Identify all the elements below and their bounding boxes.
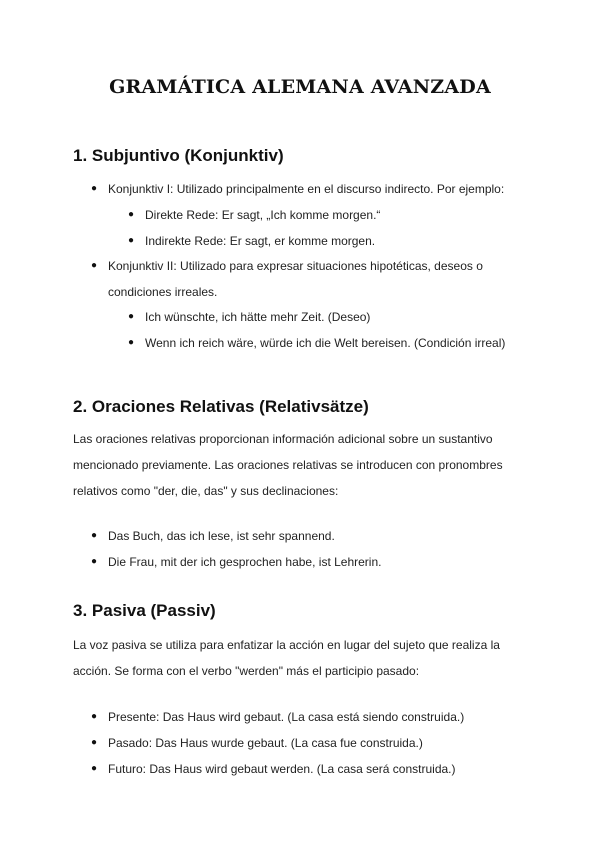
bullet-icon: ●: [91, 737, 98, 748]
list-item: [91, 253, 528, 305]
list-item-text: Wenn ich reich wäre, würde ich die Welt bereisen. (Condición irreal): [145, 336, 506, 350]
paragraph-line: relativos como "der, die, das" y sus declinaciones:: [73, 484, 339, 498]
list-item-text: Futuro: Das Haus wird gebaut werden. (La casa será construida.): [108, 762, 456, 776]
list-item: [128, 228, 545, 254]
list-item-text: Direkte Rede: Er sagt, „Ich komme morgen.“: [145, 208, 381, 222]
list-item: [91, 730, 528, 756]
list-item: [91, 704, 528, 730]
list-item-text: Indirekte Rede: Er sagt, er komme morgen.: [145, 234, 376, 248]
bullet-icon: ●: [128, 235, 135, 246]
pasiva-list: [91, 704, 528, 782]
list-item-text: Konjunktiv I: Utilizado principalmente en el discurso indirecto. Por ejemplo:: [108, 182, 505, 196]
bullet-icon: ●: [91, 556, 98, 567]
konjunktiv-i-sublist: [128, 202, 545, 254]
document-title: GRAMÁTICA ALEMANA AVANZADA: [109, 76, 491, 98]
list-item-text: Pasado: Das Haus wurde gebaut. (La casa fue construida.): [108, 736, 423, 750]
list-item-text: Ich wünschte, ich hätte mehr Zeit. (Deseo): [145, 310, 371, 324]
list-item: [128, 202, 545, 228]
subjuntivo-list: [91, 176, 528, 202]
relativas-paragraph: [73, 426, 523, 504]
list-item-text: Das Buch, das ich lese, ist sehr spannend.: [108, 529, 335, 543]
bullet-icon: ●: [91, 183, 98, 194]
list-item-text: Die Frau, mit der ich gesprochen habe, ist Lehrerin.: [108, 555, 382, 569]
bullet-icon: ●: [128, 209, 135, 220]
paragraph-line: Las oraciones relativas proporcionan información adicional sobre un sustantivo: [73, 432, 493, 446]
bullet-icon: ●: [128, 311, 135, 322]
list-item: [128, 330, 545, 356]
list-item: [91, 549, 528, 575]
section-heading-relativas: 2. Oraciones Relativas (Relativsätze): [73, 397, 369, 416]
paragraph-line: mencionado previamente. Las oraciones relativas se introducen con pronombres: [73, 458, 503, 472]
list-item-text-continued: condiciones irreales.: [108, 285, 218, 299]
bullet-icon: ●: [91, 711, 98, 722]
bullet-icon: ●: [91, 260, 98, 271]
list-item: [128, 304, 545, 330]
list-item-text: Presente: Das Haus wird gebaut. (La casa está siendo construida.): [108, 710, 465, 724]
section-heading-subjuntivo: 1. Subjuntivo (Konjunktiv): [73, 146, 284, 165]
list-item: [91, 523, 528, 549]
bullet-icon: ●: [91, 763, 98, 774]
konjunktiv-ii-sublist: [128, 304, 545, 356]
subjuntivo-list-2: [91, 253, 528, 305]
section-heading-pasiva: 3. Pasiva (Passiv): [73, 601, 216, 620]
list-item: [91, 756, 528, 782]
pasiva-paragraph: [73, 632, 523, 684]
paragraph-line: acción. Se forma con el verbo "werden" más el participio pasado:: [73, 664, 420, 678]
list-item-text: Konjunktiv II: Utilizado para expresar situaciones hipotéticas, deseos o: [108, 259, 483, 273]
paragraph-line: La voz pasiva se utiliza para enfatizar la acción en lugar del sujeto que realiza la: [73, 638, 500, 652]
list-item: [91, 176, 528, 202]
bullet-icon: ●: [91, 530, 98, 541]
bullet-icon: ●: [128, 337, 135, 348]
relativas-list: [91, 523, 528, 575]
